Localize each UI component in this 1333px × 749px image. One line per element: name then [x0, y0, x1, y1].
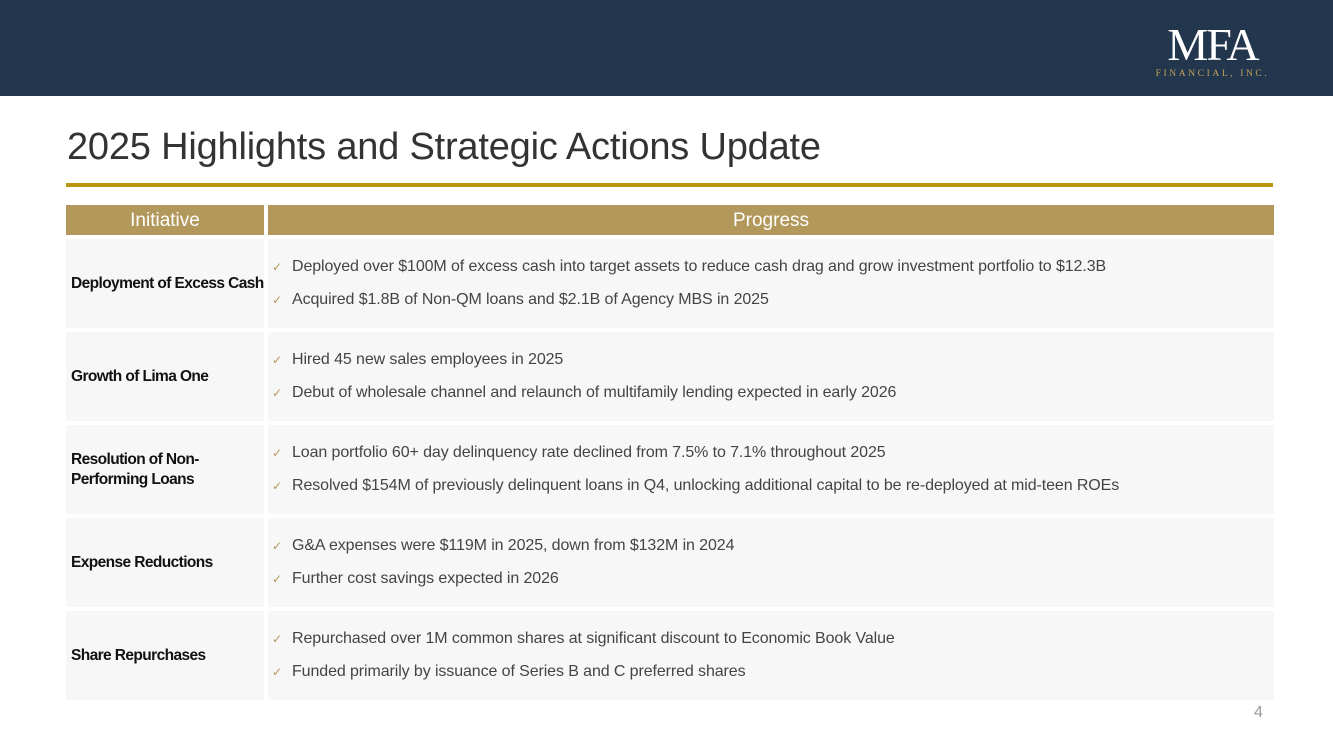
checkmark-icon: ✓ [272, 539, 282, 553]
checkmark-icon: ✓ [272, 479, 282, 493]
progress-bullet [272, 284, 1274, 317]
progress-text: Acquired $1.8B of Non-QM loans and $2.1B of Agency MBS in 2025 [292, 291, 769, 308]
progress-text: G&A expenses were $119M in 2025, down from $132M in 2024 [292, 537, 735, 554]
checkmark-icon: ✓ [272, 632, 282, 646]
company-logo [1150, 19, 1275, 82]
checkmark-icon: ✓ [272, 293, 282, 307]
logo-subtext: FINANCIAL, INC. [1155, 69, 1270, 79]
table-row-initiative: Growth of Lima One [66, 332, 264, 421]
checkmark-icon: ✓ [272, 446, 282, 460]
progress-text: Hired 45 new sales employees in 2025 [292, 351, 564, 368]
checkmark-icon: ✓ [272, 386, 282, 400]
progress-bullet [272, 344, 1274, 377]
checkmark-icon: ✓ [272, 260, 282, 274]
table-row-initiative: Expense Reductions [66, 518, 264, 607]
progress-bullet [272, 656, 1274, 689]
page-title: 2025 Highlights and Strategic Actions Update [67, 126, 821, 168]
progress-text: Debut of wholesale channel and relaunch of multifamily lending expected in early 2026 [292, 384, 897, 401]
table-row-progress [268, 239, 1274, 328]
progress-text: Repurchased over 1M common shares at significant discount to Economic Book Value [292, 630, 895, 647]
table-row-progress [268, 518, 1274, 607]
table-row-progress [268, 425, 1274, 514]
checkmark-icon: ✓ [272, 353, 282, 367]
table-row-progress [268, 611, 1274, 700]
progress-bullet [272, 530, 1274, 563]
column-header-initiative: Initiative [66, 205, 264, 235]
checkmark-icon: ✓ [272, 665, 282, 679]
progress-bullet [272, 623, 1274, 656]
progress-text: Loan portfolio 60+ day delinquency rate declined from 7.5% to 7.1% throughout 2025 [292, 444, 886, 461]
progress-text: Further cost savings expected in 2026 [292, 570, 559, 587]
progress-bullet [272, 251, 1274, 284]
page-number: 4 [1254, 704, 1263, 721]
title-divider [66, 183, 1273, 187]
progress-bullet [272, 470, 1274, 503]
progress-bullet [272, 377, 1274, 410]
progress-text: Deployed over $100M of excess cash into target assets to reduce cash drag and grow investment portfolio to $12.3B [292, 258, 1107, 275]
progress-text: Funded primarily by issuance of Series B and C preferred shares [292, 663, 746, 680]
logo-mark: MFA [1167, 19, 1258, 70]
header-band [0, 0, 1333, 96]
progress-bullet [272, 437, 1274, 470]
column-header-progress: Progress [268, 205, 1274, 235]
table-row-initiative: Deployment of Excess Cash [66, 239, 264, 328]
progress-bullet [272, 563, 1274, 596]
table-row-progress [268, 332, 1274, 421]
progress-text: Resolved $154M of previously delinquent loans in Q4, unlocking additional capital to be re-deployed at mid-teen ROEs [292, 477, 1120, 494]
table-row-initiative: Resolution of Non-Performing Loans [66, 425, 264, 514]
checkmark-icon: ✓ [272, 572, 282, 586]
table-row-initiative: Share Repurchases [66, 611, 264, 700]
